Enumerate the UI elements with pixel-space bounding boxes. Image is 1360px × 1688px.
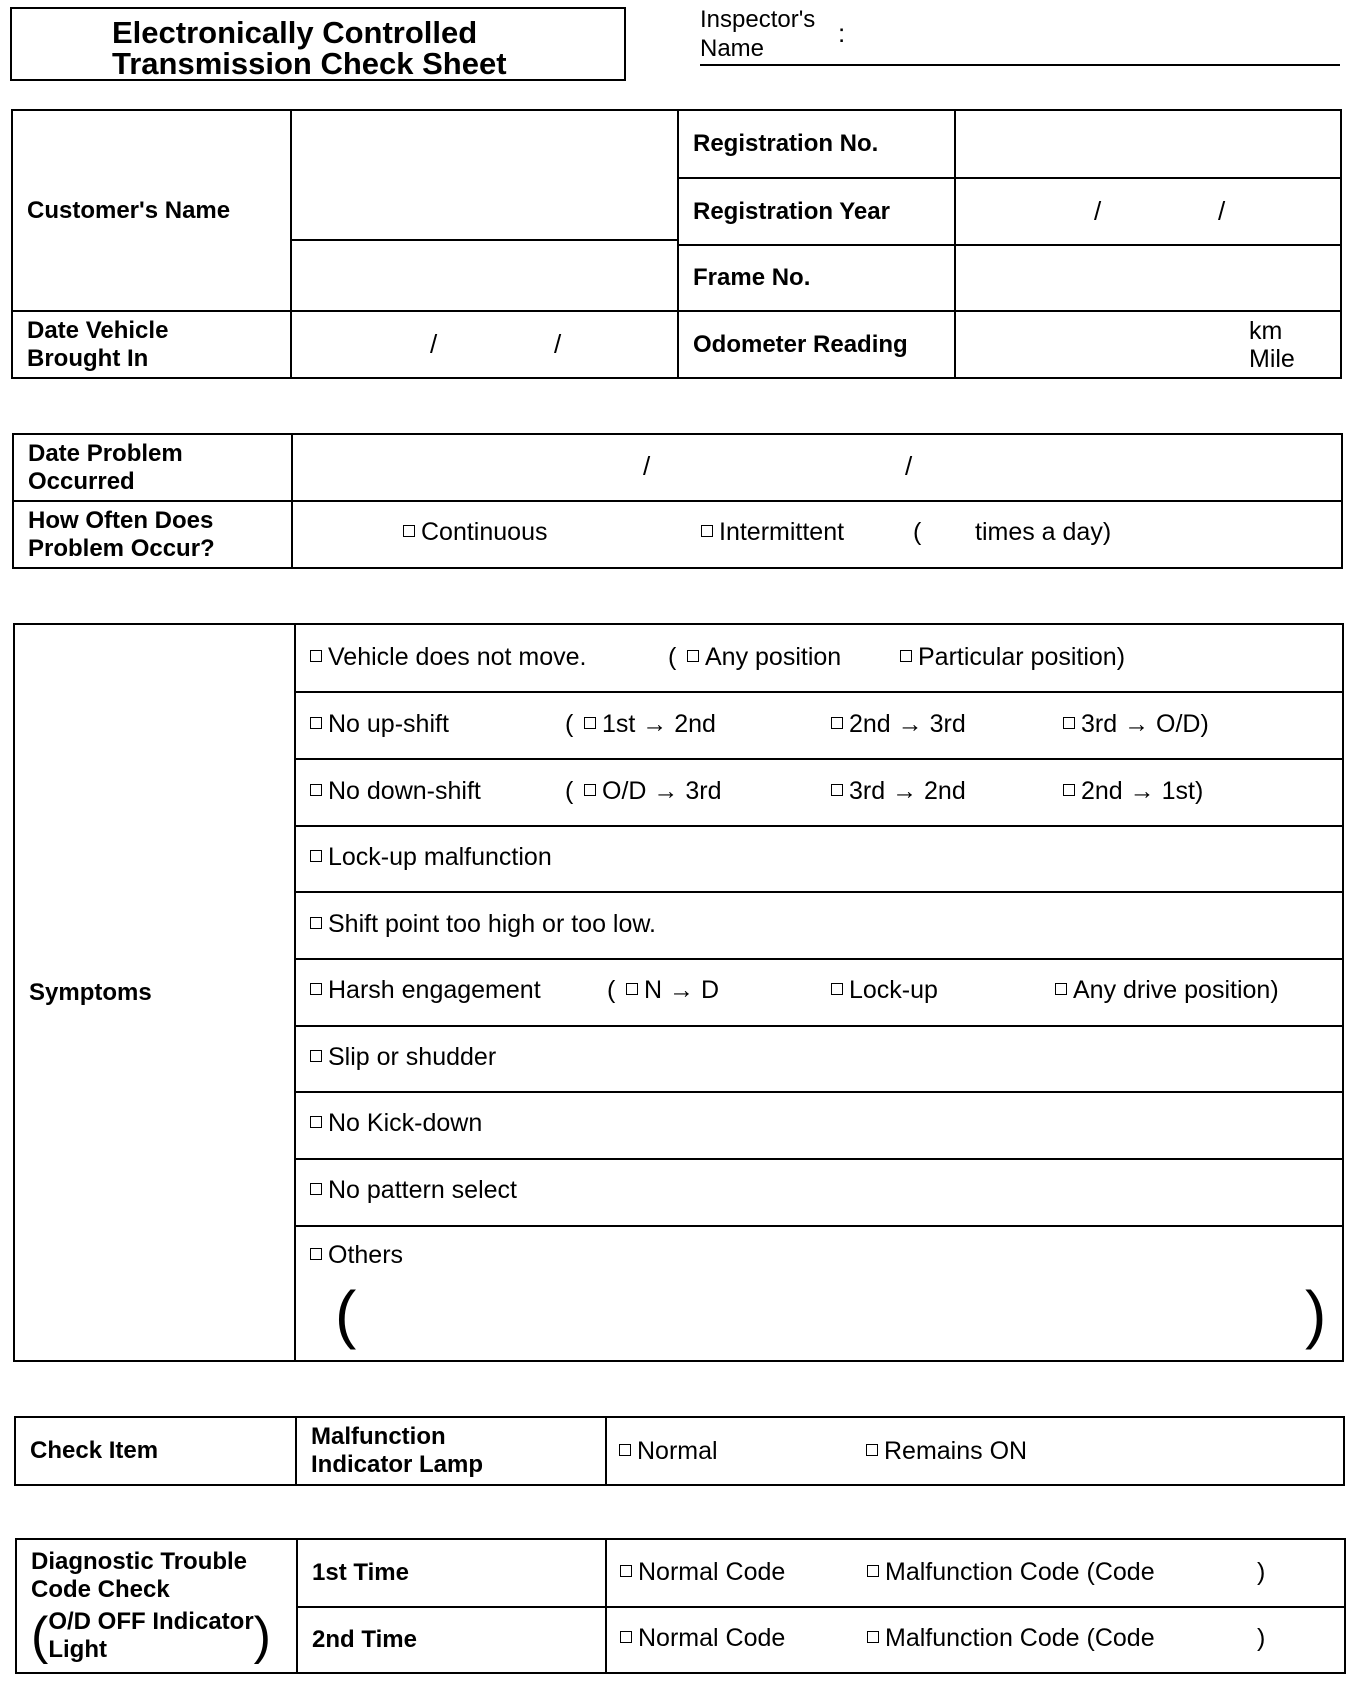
title-line-2: Transmission Check Sheet [112,46,507,81]
date-problem-field[interactable]: / / [643,451,913,481]
unit-mile: Mile [1249,345,1295,373]
option-3rd-od[interactable]: 3rd → O/D) [1063,710,1209,739]
check-item-table [14,1416,1345,1486]
option-any-position[interactable]: Any position [687,643,841,672]
dtc-table: Diagnostic Trouble Code Check ( O/D OFF Indicator Light ) 1st Time 2nd Time Normal Code Malfunction Code (Code ) Normal Code Malfunction Code (Code ) [15,1538,1346,1674]
symptom-others[interactable]: Others [310,1241,403,1270]
checkbox-icon[interactable] [584,717,596,729]
symptom-lockup[interactable]: Lock-up malfunction [310,843,552,872]
checkbox-icon[interactable] [866,1444,878,1456]
checkbox-icon[interactable] [626,983,638,995]
option-any-drive-position[interactable]: Any drive position) [1055,976,1279,1005]
checkbox-icon[interactable] [403,525,415,537]
checkbox-icon[interactable] [1063,784,1075,796]
checkbox-icon[interactable] [310,784,322,796]
odometer-field[interactable] [956,312,1340,377]
checkbox-icon[interactable] [900,650,912,662]
option-particular-position[interactable]: Particular position) [900,643,1125,672]
title-line-1: Electronically Controlled [112,15,478,50]
option-2nd-3rd[interactable]: 2nd → 3rd [831,710,966,739]
checkbox-icon[interactable] [310,1183,322,1195]
sheet-title [10,7,626,81]
odometer-label: Odometer Reading [693,330,908,358]
option-2nd-1st[interactable]: 2nd → 1st) [1063,777,1203,806]
symptom-no-pattern[interactable]: No pattern select [310,1176,517,1205]
checkbox-icon[interactable] [619,1444,631,1456]
frame-no-field[interactable] [956,246,1340,310]
symptom-harsh-engagement[interactable]: Harsh engagement [310,976,541,1005]
symptoms-table: Symptoms Vehicle does not move. ( Any position Particular position) No up-shift ( 1st → 2nd 2nd → 3rd 3rd → O/D) No down-shift ( O/D → 3rd 3rd → 2nd 2nd → 1st) Lock-up malfunction Shift point too high or too low. Harsh engagement ( N → D Lock-up Any drive position) Slip or shudder No Kick-down No pattern select Others ( ) [13,623,1344,1362]
checkbox-icon[interactable] [1055,983,1067,995]
checkbox-icon[interactable] [687,650,699,662]
first-malfunction-code-option[interactable]: Malfunction Code (Code [867,1558,1155,1587]
checkbox-icon[interactable] [584,784,596,796]
symptoms-label: Symptoms [29,978,152,1006]
second-normal-code-option[interactable]: Normal Code [620,1624,785,1653]
symptom-no-downshift[interactable]: No down-shift [310,777,481,806]
intermittent-option[interactable]: Intermittent [701,518,844,547]
registration-no-label: Registration No. [693,130,879,157]
date-problem-label: Date Problem Occurred [28,439,183,495]
symptom-slip[interactable]: Slip or shudder [310,1043,496,1072]
customer-name-label: Customer's Name [27,196,231,224]
option-od-3rd[interactable]: O/D → 3rd [584,777,721,806]
checkbox-icon[interactable] [701,525,713,537]
option-1st-2nd[interactable]: 1st → 2nd [584,710,716,739]
date-brought-in-label: Date Vehicle Brought In [27,316,169,372]
checkbox-icon[interactable] [310,983,322,995]
check-item-label: Check Item [30,1437,159,1464]
problem-table [12,433,1343,569]
checkbox-icon[interactable] [310,1248,322,1260]
customer-name-field[interactable] [292,111,677,239]
dtc-first-time-label: 1st Time [312,1559,409,1586]
symptom-no-kickdown[interactable]: No Kick-down [310,1109,482,1138]
inspector-name-field[interactable] [700,64,1340,66]
others-open-paren: ( [335,1278,357,1350]
checkbox-icon[interactable] [620,1565,632,1577]
checkbox-icon[interactable] [310,717,322,729]
unit-km: km [1249,317,1283,345]
open-paren: ( [913,518,922,546]
lamp-normal-option[interactable]: Normal [619,1437,718,1466]
option-lock-up[interactable]: Lock-up [831,976,938,1005]
checkbox-icon[interactable] [867,1565,879,1577]
checkbox-icon[interactable] [831,717,843,729]
times-a-day: times a day) [975,518,1112,546]
checkbox-icon[interactable] [310,650,322,662]
first-normal-code-option[interactable]: Normal Code [620,1558,785,1587]
how-often-label: How Often Does Problem Occur? [28,506,215,562]
symptom-no-upshift[interactable]: No up-shift [310,710,449,739]
inspector-colon: : [838,18,846,48]
others-field[interactable] [360,1285,1295,1345]
malfunction-lamp-label: Malfunction Indicator Lamp [311,1423,484,1478]
checkbox-icon[interactable] [310,850,322,862]
frame-no-label: Frame No. [693,264,811,291]
symptom-no-move[interactable]: Vehicle does not move. [310,643,587,672]
checkbox-icon[interactable] [867,1631,879,1643]
symptom-shift-point[interactable]: Shift point too high or too low. [310,910,656,939]
checkbox-icon[interactable] [831,784,843,796]
dtc-second-time-label: 2nd Time [312,1626,417,1653]
registration-year-label: Registration Year [693,197,890,225]
others-close-paren: ) [1305,1278,1327,1350]
registration-year-field[interactable]: / / [1094,196,1226,226]
checkbox-icon[interactable] [310,917,322,929]
checkbox-icon[interactable] [310,1116,322,1128]
inspector-label: Inspector's Name [700,6,816,62]
vehicle-info-table [11,109,1342,379]
date-brought-in-field[interactable]: / / [430,329,562,359]
lamp-remains-on-option[interactable]: Remains ON [866,1437,1027,1466]
option-n-d[interactable]: N → D [626,976,719,1005]
option-3rd-2nd[interactable]: 3rd → 2nd [831,777,966,806]
continuous-option[interactable]: Continuous [403,518,547,547]
dtc-label: Diagnostic Trouble Code Check ( O/D OFF Indicator Light ) [31,1548,271,1665]
second-malfunction-code-option[interactable]: Malfunction Code (Code [867,1624,1155,1653]
customer-name-field-2[interactable] [292,241,677,310]
checkbox-icon[interactable] [831,983,843,995]
how-often-options [293,502,1341,567]
checkbox-icon[interactable] [310,1050,322,1062]
checkbox-icon[interactable] [1063,717,1075,729]
registration-no-field[interactable] [956,111,1340,177]
checkbox-icon[interactable] [620,1631,632,1643]
